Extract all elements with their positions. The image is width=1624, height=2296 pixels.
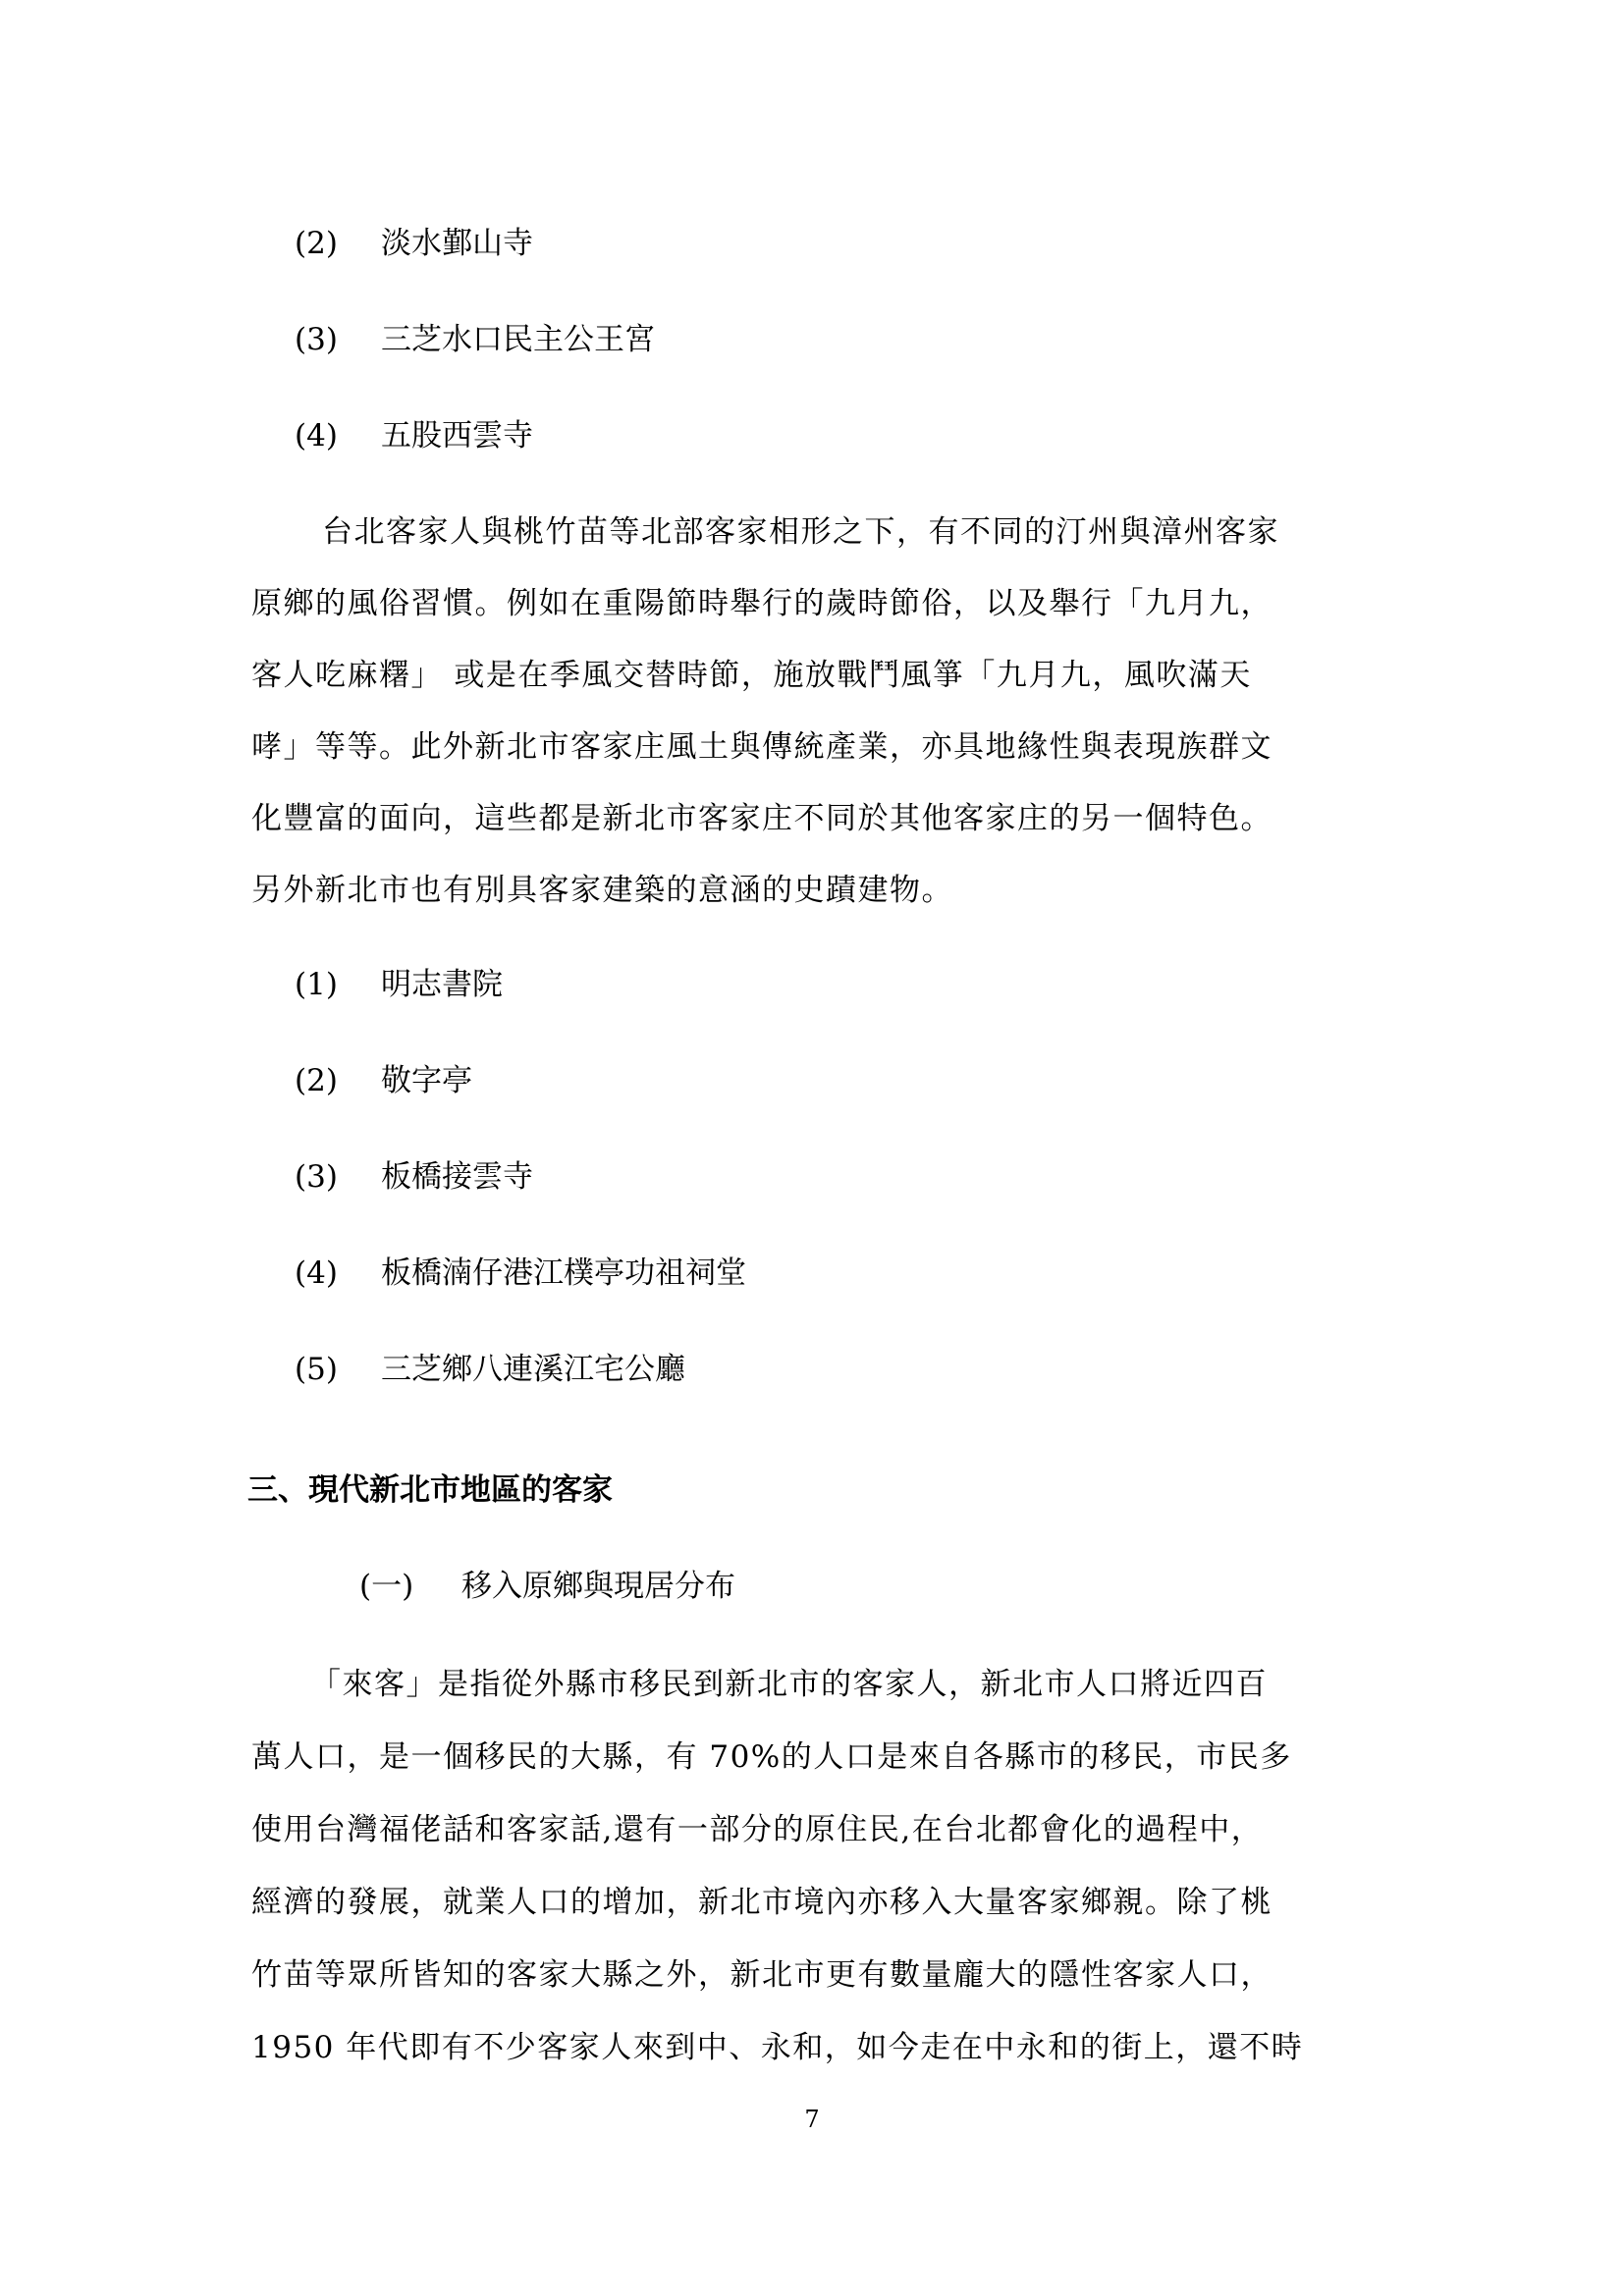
page-number: 7: [804, 2106, 820, 2133]
paragraph-line: 「來客」是指從外縣市移民到新北市的客家人，新北市人口將近四百: [310, 1667, 1268, 1702]
paragraph-line: 客人吃麻糬」 或是在季風交替時節，施放戰鬥風箏「九月九，風吹滿天: [251, 658, 1252, 693]
list-item: [295, 224, 533, 263]
paragraph-line: 使用台灣福佬話和客家話,還有一部分的原住民,在台北都會化的過程中，: [251, 1812, 1264, 1847]
list-item-number: (2): [295, 1063, 338, 1098]
list-item-number: (2): [295, 226, 338, 261]
paragraph-line: 化豐富的面向，這些都是新北市客家庄不同於其他客家庄的另一個特色。: [251, 801, 1272, 836]
paragraph-line: 萬人口，是一個移民的大縣，有 70%的人口是來自各縣市的移民，市民多: [251, 1739, 1292, 1775]
list-item: [295, 1061, 472, 1100]
list-item-text: 明志書院: [381, 967, 503, 1002]
list-item-number: (5): [295, 1352, 338, 1387]
list-item-text: 三芝水口民主公王宮: [381, 322, 655, 357]
paragraph-line: 原鄉的風俗習慣。例如在重陽節時舉行的歲時節俗，以及舉行「九月九，: [251, 586, 1272, 621]
paragraph-line: 竹苗等眾所皆知的客家大縣之外，新北市更有數量龐大的隱性客家人口，: [251, 1957, 1272, 1993]
list-item-text: 板橋接雲寺: [381, 1159, 533, 1195]
list-item-text: 敬字亭: [381, 1063, 472, 1098]
subsection-text: 移入原鄉與現居分布: [461, 1569, 735, 1604]
subsection-number: (一): [359, 1569, 414, 1604]
list-item-number: (4): [295, 1255, 338, 1291]
list-item: [295, 320, 655, 359]
paragraph-line: 經濟的發展，就業人口的增加，新北市境內亦移入大量客家鄉親。除了桃: [251, 1885, 1272, 1920]
list-item: [295, 416, 533, 455]
list-item: [295, 1254, 746, 1293]
subsection-heading: [359, 1567, 735, 1606]
list-item-number: (3): [295, 1159, 338, 1195]
list-item-number: (3): [295, 322, 338, 357]
paragraph-line: 台北客家人與桃竹苗等北部客家相形之下，有不同的汀州與漳州客家: [322, 514, 1279, 550]
list-item: [295, 1350, 685, 1389]
list-item: [295, 1157, 533, 1197]
list-item-text: 板橋湳仔港江樸亭功祖祠堂: [381, 1255, 746, 1291]
list-item-number: (1): [295, 967, 338, 1002]
paragraph-line: 另外新北市也有別具客家建築的意涵的史蹟建物。: [251, 873, 953, 908]
list-item-text: 三芝鄉八連溪江宅公廳: [381, 1352, 685, 1387]
section-heading: 三、現代新北市地區的客家: [247, 1472, 613, 1508]
list-item-text: 五股西雲寺: [381, 418, 533, 454]
list-item-number: (4): [295, 418, 338, 454]
paragraph-line: 1950 年代即有不少客家人來到中、永和，如今走在中永和的街上，還不時: [251, 2030, 1304, 2065]
list-item-text: 淡水鄞山寺: [381, 226, 533, 261]
list-item: [295, 965, 503, 1004]
paragraph-line: 哮」等等。此外新北市客家庄風土與傳統產業，亦具地緣性與表現族群文: [251, 729, 1272, 765]
